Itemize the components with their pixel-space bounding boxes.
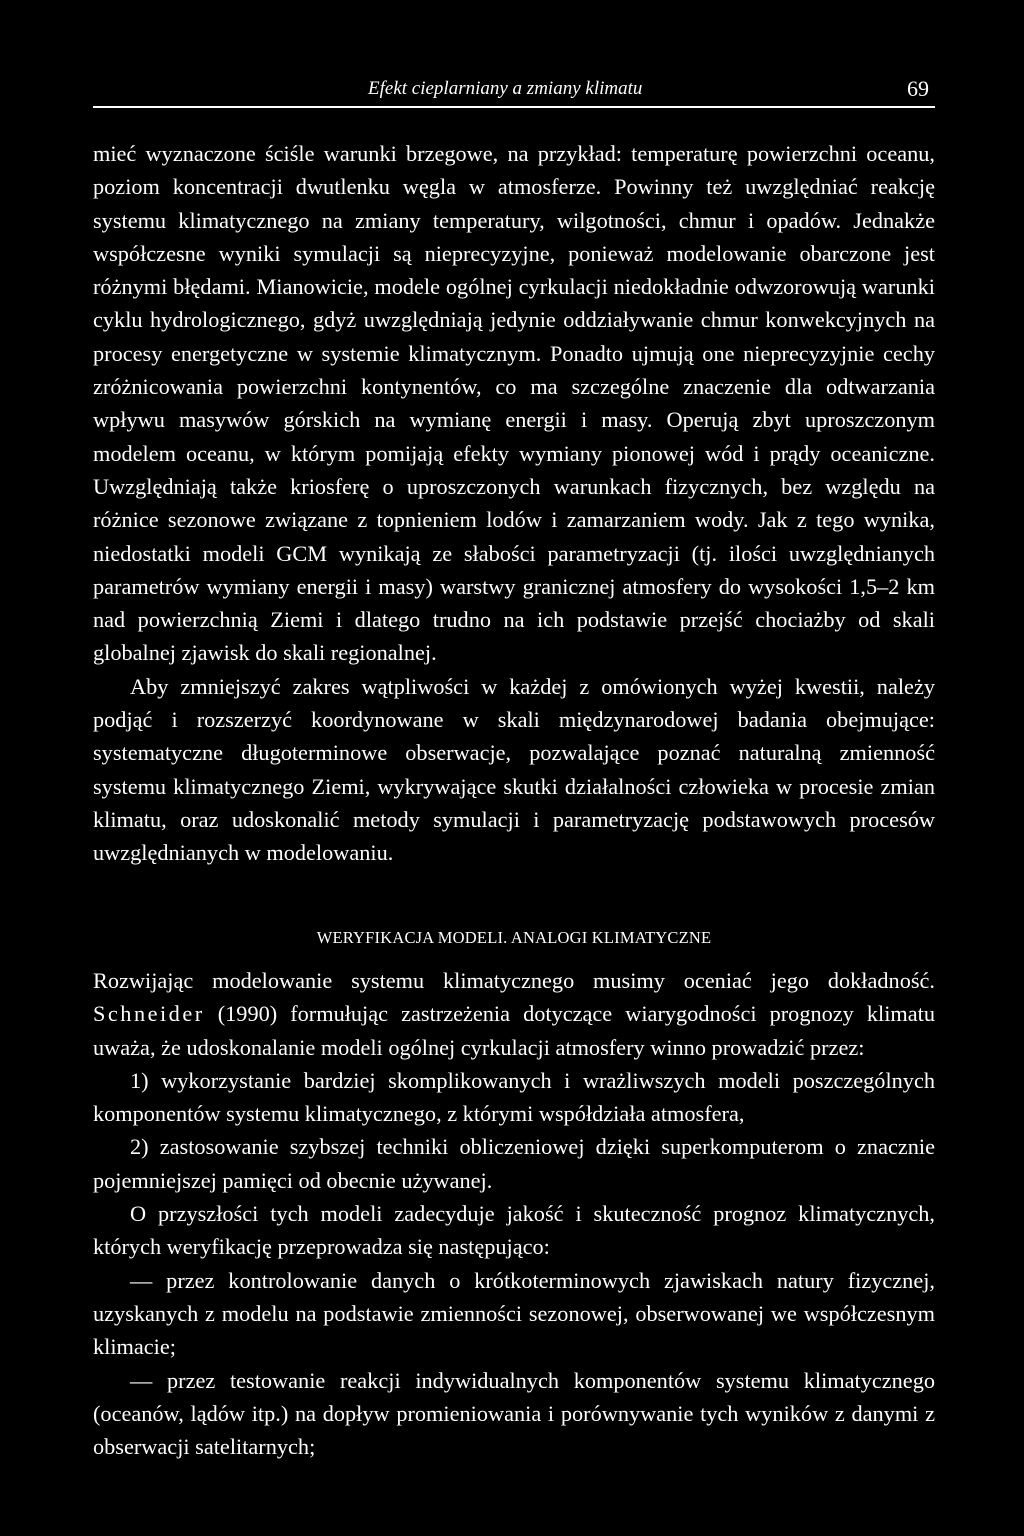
paragraph-gcm-limitations: mieć wyznaczone ściśle warunki brzegowe, na przykład: temperaturę powierzchni oceanu, poziom koncentracji dwutlenku węgla w atmosferze. Powinny też uwzględniać reakcję systemu klimatycznego na zmiany temperatury, wilgotności, chmur i opadów. Jednakże współczesne wyniki symulacji są nieprecyzyjne, ponieważ modelowanie obarczone jest różnymi błędami. Mianowicie, modele ogólnej cyrkulacji niedokładnie odwzorowują warunki cyklu hydrologicznego, gdyż uwzględniają jedynie oddziaływanie chmur konwekcyjnych na procesy energetyczne w systemie klimatycznym. Ponadto ujmują one nieprecyzyjnie cechy zróżnicowania powierzchni kontynentów, co ma szczególne znaczenie dla odtwarzania wpływu masywów górskich na wymianę energii i masy. Operują zbyt uproszczonym modelem oceanu, w którym pomijają efekty wymiany pionowej wód i prądy oceaniczne. Uwzględniają także kriosferę o uproszczonych warunkach fizycznych, bez względu na różnice sezonowe związane z topnieniem lodów i zamarzaniem wody. Jak z tego wynika, niedostatki modeli GCM wynikają ze słabości parametryzacji (tj. ilości uwzględnianych parametrów wymiany energii i masy) warstwy granicznej atmosfery do wysokości 1,5–2 km nad powierzchnią Ziemi i dlatego trudno na ich podstawie przejść chociażby od skali globalnej zjawisk do skali regionalnej.: [93, 141, 935, 666]
paragraph-text-start: Rozwijając modelowanie systemu klimatycznego musimy oceniać jego dokładność.: [93, 968, 935, 993]
dash-item-2: — przez testowanie reakcji indywidualnych komponentów systemu klimatycznego (oceanów, lądów itp.) na dopływ promieniowania i porównywanie tych wyników z danymi z obserwacji satelitarnych;: [93, 1367, 935, 1460]
section-heading: WERYFIKACJA MODELI. ANALOGI KLIMATYCZNE: [316, 928, 712, 947]
list-item-2: 2) zastosowanie szybszej techniki obliczeniowej dzięki superkomputerom o znacznie pojemniejszej pamięci od obecnie używanej.: [93, 1134, 935, 1193]
list-item-1: 1) wykorzystanie bardziej skomplikowanych i wrażliwszych modeli poszczególnych komponentów systemu klimatycznego, z którymi współdziała atmosfera,: [93, 1067, 935, 1127]
paragraph-text-end: (1990) formułując zastrzeżenia dotyczące wiarygodności prognozy klimatu uważa, że udoskonalanie modeli ogólnej cyrkulacji atmosfery winno prowadzić przez:: [93, 1001, 935, 1060]
running-title: Efekt cieplarniany a zmiany klimatu: [368, 78, 643, 99]
dash-item-1: — przez kontrolowanie danych o krótkoterminowych zjawiskach natury fizycznej, uzyskanych z modelu na podstawie zmienności sezonowej, obserwowanej we współczesnym klimacie;: [93, 1267, 935, 1360]
paragraph-forecast-quality: O przyszłości tych modeli zadecyduje jakość i skuteczność prognoz klimatycznych, których weryfikację przeprowadza się następująco:: [93, 1201, 935, 1260]
body-text: [93, 137, 935, 870]
paragraph-research-needs: Aby zmniejszyć zakres wątpliwości w każdej z omówionych wyżej kwestii, należy podjąć i rozszerzyć koordynowane w skali międzynarodowej badania obejmujące: systematyczne długoterminowe obserwacje, pozwalające poznać naturalną zmienność systemu klimatycznego Ziemi, wykrywające skutki działalności człowieka w procesie zmian klimatu, oraz udoskonalić metody symulacji i parametryzację podstawowych procesów uwzględnianych w modelowaniu.: [93, 673, 935, 866]
section-text: [93, 964, 935, 1463]
paragraph-model-verification: [93, 964, 935, 1064]
page-header: [93, 76, 935, 108]
page-number: 69: [907, 76, 929, 101]
cited-author: Schneider: [93, 1001, 205, 1027]
book-page: [93, 0, 935, 1536]
